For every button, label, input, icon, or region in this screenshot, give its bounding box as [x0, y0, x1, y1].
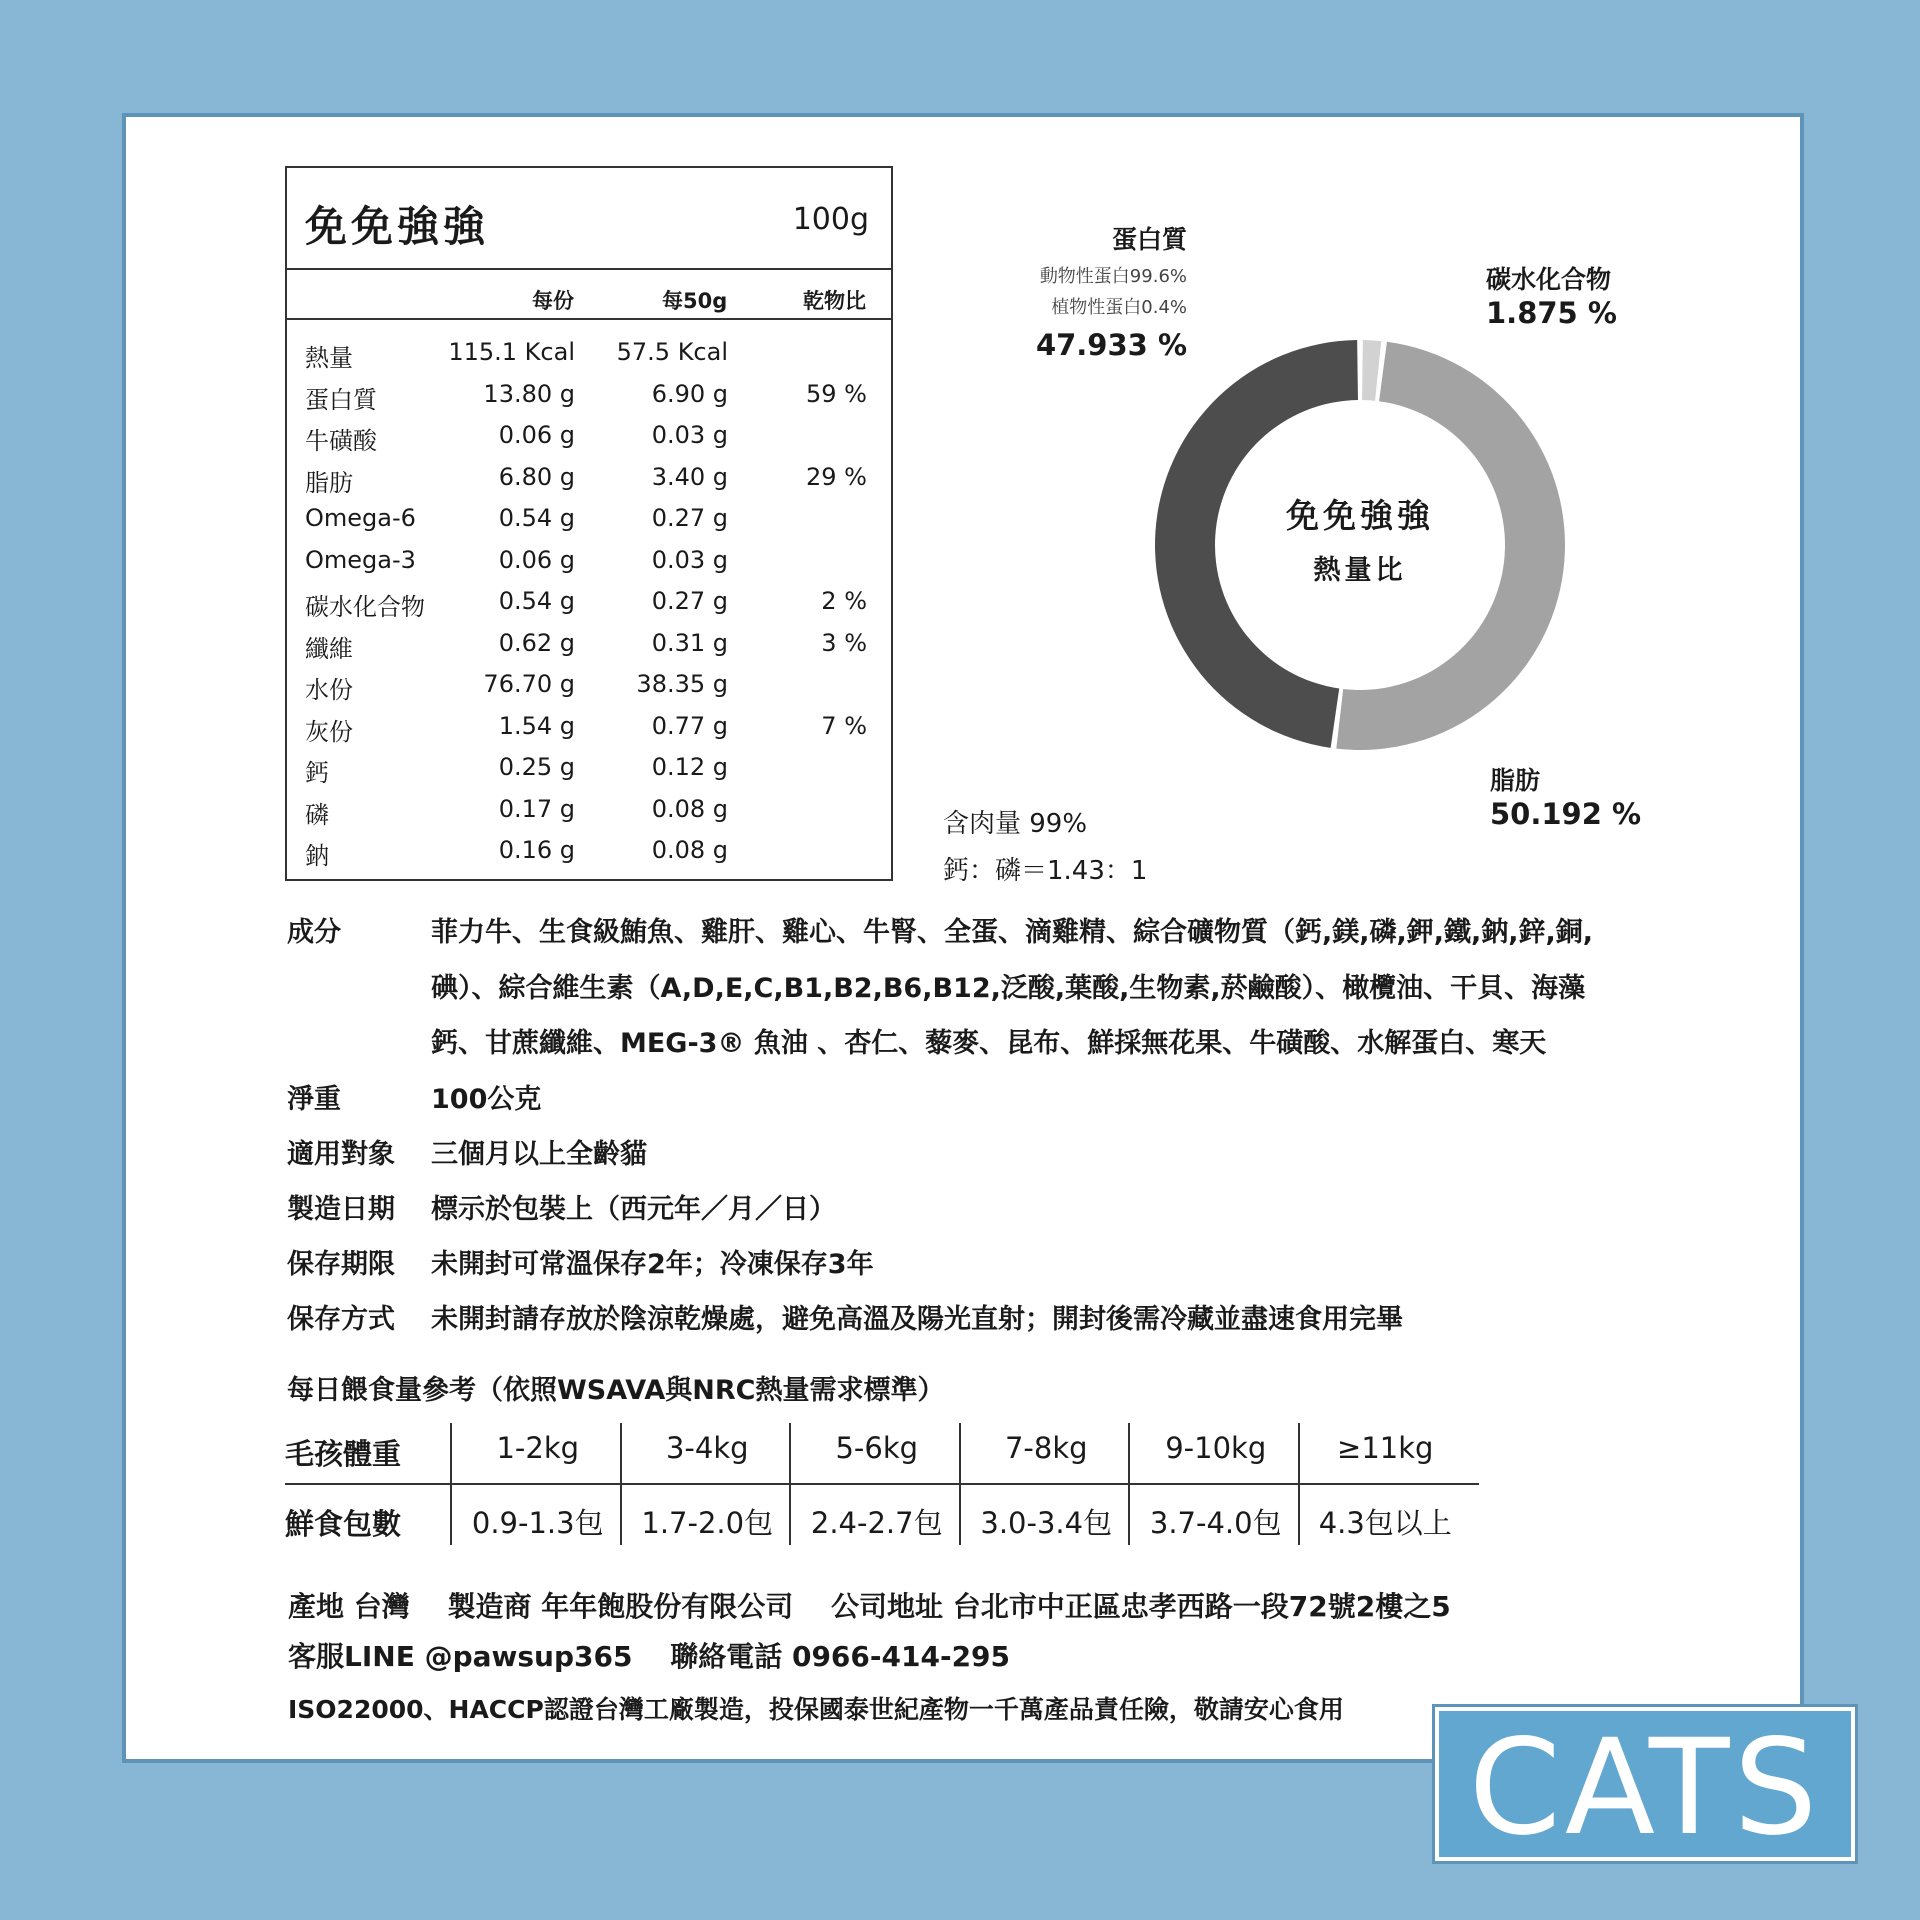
nutrition-cell-per-50g: 38.35 g	[636, 670, 728, 698]
weight-cell: 1-2kg	[496, 1431, 580, 1465]
nutrition-cell-dry-ratio: 2 %	[821, 587, 867, 615]
column-divider	[450, 1423, 452, 1545]
nutrition-cell-per-serving: 0.62 g	[498, 628, 575, 657]
net-weight-label: 100g	[792, 202, 869, 237]
protein-percent: 47.933 %	[1035, 328, 1187, 362]
weight-cell: 3-4kg	[665, 1431, 749, 1465]
nutrition-cell-per-serving: 76.70 g	[483, 670, 575, 698]
mfg-date-field-value: 標示於包裝上（西元年／月／日）	[431, 1194, 836, 1225]
nutrition-cell-per-50g: 57.5 Kcal	[616, 338, 728, 366]
nutrition-cell-dry-ratio: 7 %	[821, 711, 867, 740]
nutrition-cell-name: 鈣	[305, 759, 329, 787]
header-dry-ratio: 乾物比	[803, 289, 866, 313]
column-divider	[959, 1423, 961, 1545]
protein-legend-name: 蛋白質	[1111, 225, 1187, 254]
target-field-label: 適用對象	[287, 1139, 395, 1170]
nutrition-row	[287, 795, 891, 831]
divider	[287, 318, 891, 320]
nutrition-row	[287, 836, 891, 872]
nutrition-cell-per-serving: 0.54 g	[498, 587, 575, 615]
nutrition-cell-per-serving: 0.17 g	[498, 794, 575, 823]
nutrition-cell-per-50g: 0.27 g	[651, 587, 728, 615]
column-divider	[620, 1423, 622, 1545]
fat-percent: 50.192 %	[1490, 797, 1642, 831]
column-divider	[1128, 1423, 1130, 1545]
nutrition-cell-per-serving: 1.54 g	[498, 711, 575, 740]
row-divider	[285, 1483, 1479, 1485]
weight-cell: ≥11kg	[1337, 1431, 1434, 1465]
nutrition-row	[287, 753, 891, 789]
nutrition-cell-name: Omega-6	[305, 504, 416, 532]
nutrition-row	[287, 587, 891, 623]
packs-cell: 1.7-2.0包	[641, 1506, 774, 1540]
nutrition-cell-per-serving: 115.1 Kcal	[448, 338, 575, 366]
nutrition-cell-name: 脂肪	[305, 468, 353, 497]
packs-cell: 3.0-3.4包	[980, 1506, 1113, 1540]
feeding-title: 每日餵食量參考（依照WSAVA與NRC熱量需求標準）	[287, 1375, 945, 1406]
nutrition-row	[287, 421, 891, 457]
shelf-life-field-label: 保存期限	[287, 1249, 395, 1280]
nutrition-cell-per-serving: 0.25 g	[498, 753, 575, 781]
nutrition-cell-name: 牛磺酸	[305, 427, 377, 455]
protein-note-animal: 動物性蛋白99.6%	[1039, 266, 1187, 287]
weight-row-label: 毛孩體重	[285, 1437, 402, 1471]
donut-slice-0	[1155, 340, 1358, 748]
divider	[287, 268, 891, 270]
nutrition-cell-per-serving: 6.80 g	[498, 462, 575, 491]
nutrition-cell-per-50g: 0.12 g	[651, 753, 728, 781]
nutrition-cell-per-50g: 0.08 g	[651, 836, 728, 864]
meat-content: 含肉量 99%	[943, 809, 1088, 839]
carb-legend-name: 碳水化合物	[1486, 265, 1612, 294]
nutrition-row	[287, 504, 891, 540]
ca-p-ratio: 鈣：磷＝1.43：1	[943, 856, 1148, 886]
nutrition-cell-name: 磷	[305, 800, 329, 829]
nutrition-cell-name: 熱量	[305, 344, 353, 372]
certification-note: ISO22000、HACCP認證台灣工廠製造，投保國泰世紀產物一千萬產品責任險，敬請安心食用	[288, 1695, 1344, 1724]
ingredients-line: 鈣、甘蔗纖維、MEG-3® 魚油 、杏仁、藜麥、昆布、鮮採無花果、牛磺酸、水解蛋白、寒天	[431, 1028, 1547, 1059]
nutrition-row	[287, 463, 891, 499]
protein-note-plant: 植物性蛋白0.4%	[1051, 297, 1187, 318]
target-field-value: 三個月以上全齡貓	[431, 1139, 647, 1170]
nutrition-table	[285, 166, 893, 881]
nutrition-cell-per-50g: 0.77 g	[651, 711, 728, 740]
packs-cell: 3.7-4.0包	[1149, 1506, 1282, 1540]
nutrition-cell-per-serving: 0.16 g	[498, 836, 575, 864]
net-weight-field-value: 100公克	[431, 1084, 542, 1115]
nutrition-cell-per-50g: 3.40 g	[651, 462, 728, 491]
nutrition-cell-name: 纖維	[305, 634, 353, 663]
nutrition-row	[287, 670, 891, 706]
header-per-serving: 每份	[532, 289, 574, 313]
ingredients-line: 碘）、綜合維生素（A,D,E,C,B1,B2,B6,B12,泛酸,葉酸,生物素,菸鹼酸）、橄欖油、干貝、海藻	[431, 973, 1586, 1004]
header-per-50g: 每50g	[662, 289, 728, 313]
origin-manufacturer-address: 產地 台灣 製造商 年年飽股份有限公司 公司地址 台北市中正區忠孝西路一段72號2樓之5	[288, 1590, 1451, 1623]
shelf-life-field-value: 未開封可常溫保存2年；冷凍保存3年	[431, 1249, 874, 1280]
nutrition-cell-name: 水份	[305, 676, 353, 704]
nutrition-cell-per-serving: 0.06 g	[498, 421, 575, 449]
nutrition-cell-name: 灰份	[305, 717, 353, 746]
nutrition-cell-dry-ratio: 29 %	[806, 462, 867, 491]
mfg-date-field-label: 製造日期	[287, 1194, 395, 1225]
donut-subtitle: 熱量比	[1313, 555, 1407, 586]
column-divider	[1298, 1423, 1300, 1545]
nutrition-cell-per-50g: 0.31 g	[651, 628, 728, 657]
nutrition-cell-per-50g: 0.08 g	[651, 794, 728, 823]
nutrition-cell-per-50g: 6.90 g	[651, 379, 728, 408]
nutrition-cell-per-serving: 0.06 g	[498, 545, 575, 574]
packs-cell: 2.4-2.7包	[810, 1506, 943, 1540]
packs-cell: 4.3包以上	[1318, 1506, 1452, 1540]
weight-cell: 5-6kg	[835, 1431, 919, 1465]
packs-row-label: 鮮食包數	[285, 1507, 402, 1541]
nutrition-cell-name: Omega-3	[305, 545, 416, 574]
weight-cell: 7-8kg	[1004, 1431, 1088, 1465]
weight-cell: 9-10kg	[1165, 1431, 1267, 1465]
nutrition-cell-dry-ratio: 59 %	[806, 379, 867, 408]
nutrition-cell-name: 鈉	[305, 842, 329, 870]
nutrition-row	[287, 546, 891, 582]
nutrition-row	[287, 712, 891, 748]
nutrition-cell-name: 蛋白質	[305, 385, 377, 414]
product-name: 免免強強	[305, 202, 490, 251]
fat-legend-name: 脂肪	[1490, 766, 1541, 795]
packs-cell: 0.9-1.3包	[471, 1506, 604, 1540]
nutrition-cell-per-serving: 0.54 g	[498, 504, 575, 532]
contact-info: 客服LINE @pawsup365 聯絡電話 0966-414-295	[288, 1640, 1011, 1673]
donut-slice-1	[1362, 340, 1381, 401]
nutrition-cell-per-serving: 13.80 g	[483, 379, 575, 408]
nutrition-row	[287, 338, 891, 374]
donut-slice-2	[1336, 342, 1565, 750]
nutrition-cell-per-50g: 0.03 g	[651, 545, 728, 574]
ingredients-line: 菲力牛、生食級鮪魚、雞肝、雞心、牛腎、全蛋、滴雞精、綜合礦物質（鈣,鎂,磷,鉀,鐵,鈉,鋅,銅,	[431, 917, 1594, 948]
cats-badge-text: CATS	[1468, 1711, 1822, 1865]
calorie-ratio-donut	[1140, 325, 1580, 765]
nutrition-cell-per-50g: 0.03 g	[651, 421, 728, 449]
nutrition-cell-per-50g: 0.27 g	[651, 504, 728, 532]
nutrition-row	[287, 380, 891, 416]
ingredients-label: 成分	[287, 917, 341, 948]
cats-badge	[1435, 1707, 1855, 1865]
storage-field-label: 保存方式	[287, 1304, 395, 1335]
carb-percent: 1.875 %	[1486, 296, 1617, 330]
nutrition-cell-name: 碳水化合物	[305, 593, 425, 621]
column-divider	[789, 1423, 791, 1545]
donut-title: 免免強強	[1286, 496, 1434, 535]
storage-field-value: 未開封請存放於陰涼乾燥處，避免高溫及陽光直射；開封後需冷藏並盡速食用完畢	[431, 1304, 1403, 1335]
nutrition-cell-dry-ratio: 3 %	[821, 628, 867, 657]
net-weight-field-label: 淨重	[287, 1084, 341, 1115]
nutrition-row	[287, 629, 891, 665]
